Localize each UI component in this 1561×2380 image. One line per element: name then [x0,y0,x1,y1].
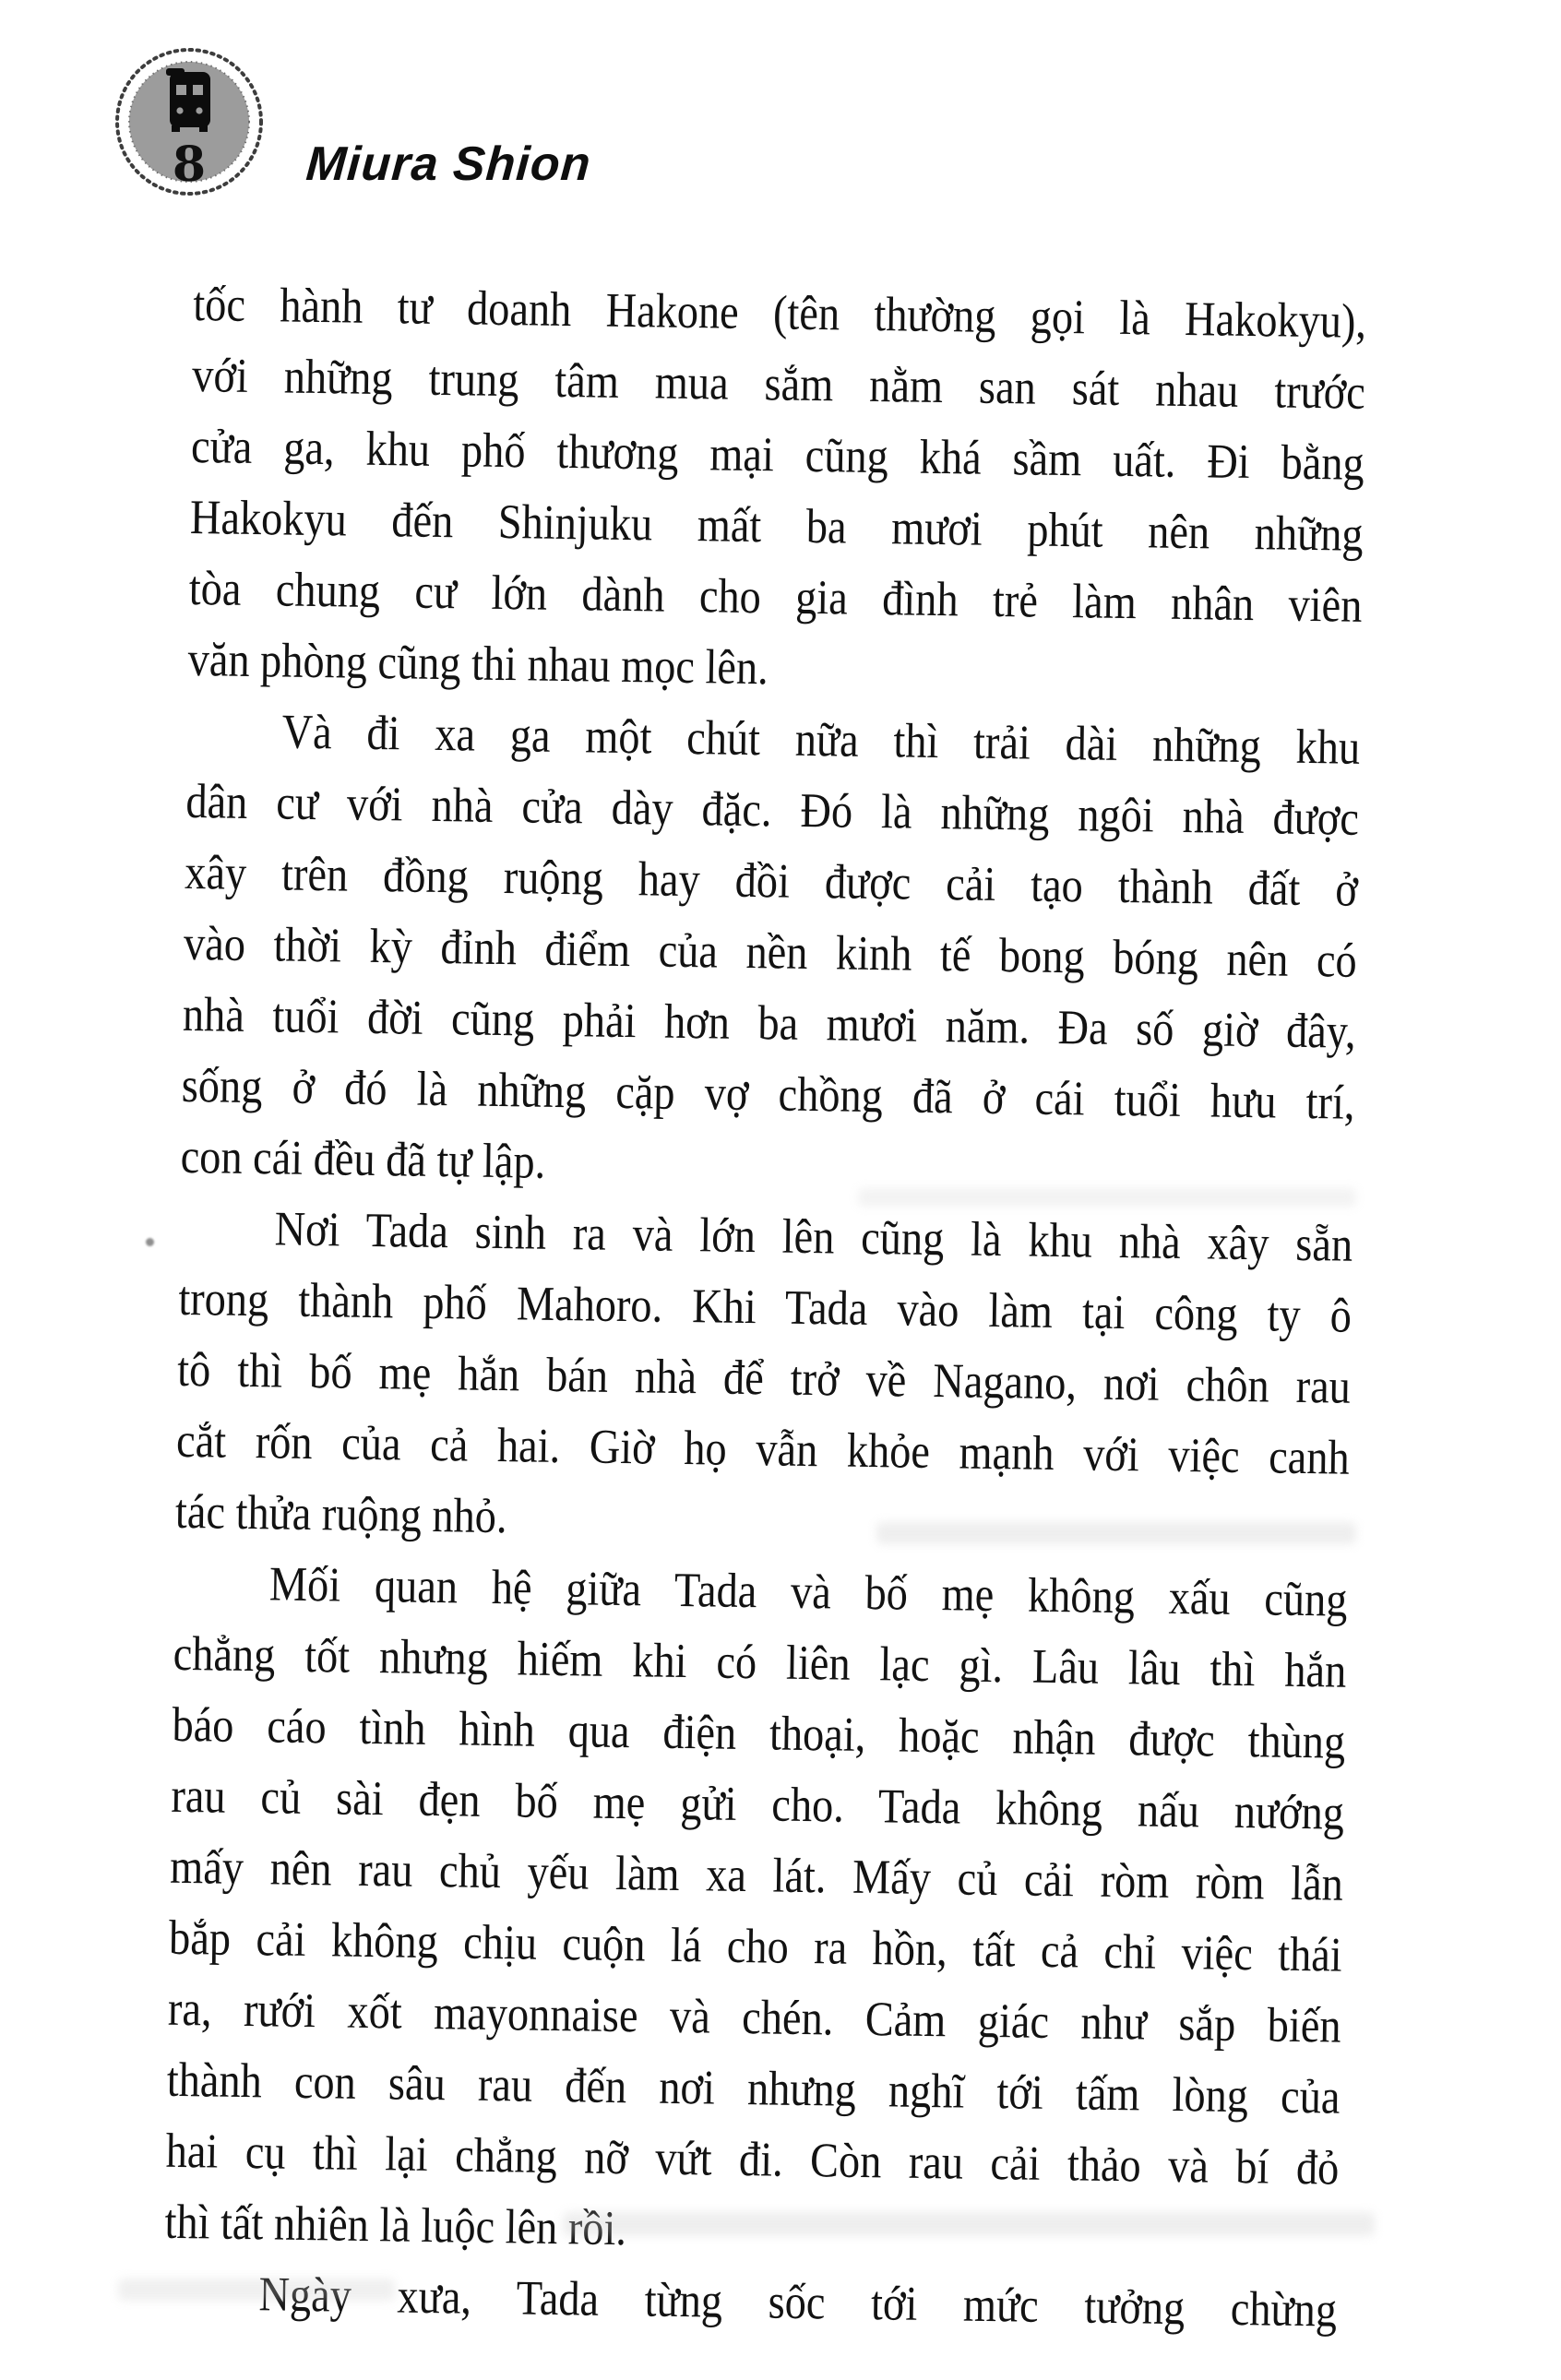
text-line: Nơi Tada sinh ra và lớn lên cũng là khu nhà xây sẵn [274,1202,1353,1272]
text-line: Ngày xưa, Tada từng sốc tới mức tưởng chừng [258,2267,1338,2338]
text-line: tác thửa ruộng nhỏ. [174,1484,507,1544]
text-line: báo cáo tình hình qua điện thoại, hoặc nhận được thùng [172,1697,1346,1769]
text-line: rau củ sài đẹn bố mẹ gửi cho. Tada không nấu nướng [171,1768,1345,1840]
publisher-stamp [113,46,265,197]
text-line: trong thành phố Mahoro. Khi Tada vào làm tại công ty ô [178,1271,1352,1343]
text-line: bắp cải không chịu cuộn lá cho ra hồn, tất cả chỉ việc thái [168,1910,1343,1982]
text-line: cắt rốn của cả hai. Giờ họ vẫn khỏe mạnh với việc canh [175,1413,1351,1485]
text-line: xây trên đồng ruộng hay đồi được cải tạo thành đất ở [184,845,1359,917]
author-name: Miura Shion [304,137,593,191]
scan-ghost-mark [876,1522,1356,1544]
text-line: vào thời kỳ đỉnh điểm của nền kinh tế bong bóng nên có [183,916,1358,988]
text-line: cửa ga, khu phố thương mại cũng khá sầm uất. Đi bằng [190,419,1365,491]
text-line: chẳng tốt nhưng hiếm khi có liên lạc gì. Lâu lâu thì hắn [173,1626,1347,1698]
scan-ghost-mark [118,2279,395,2301]
scan-ghost-mark [563,2212,1375,2236]
text-line: thì tất nhiên là luộc lên rồi. [164,2195,627,2256]
text-line: con cái đều đã tự lập. [180,1129,546,1189]
text-line: Mối quan hệ giữa Tada và bố mẹ không xấu cũng [268,1557,1348,1627]
text-line: nhà tuổi đời cũng phải hơn ba mươi năm. Đa số giờ đây, [182,987,1356,1059]
bus-front-icon [166,68,210,132]
scan-speck [146,1238,154,1246]
stamp-page-number: 8 [172,137,207,193]
text-line: với những trung tâm mua sắm nằm san sát nhau trước [191,348,1366,420]
text-line: Và đi xa ga một chút nữa thì trải dài những khu [281,705,1361,775]
text-line: tòa chung cư lớn dành cho gia đình trẻ làm nhân viên [188,561,1363,633]
text-line: tô thì bố mẹ hắn bán nhà để trở về Nagano, nơi chôn rau [176,1342,1352,1414]
page-header [0,0,1561,221]
text-line: ra, rưới xốt mayonnaise và chén. Cảm giác như sắp biến [167,1981,1341,2053]
scan-ghost-mark [858,1188,1356,1207]
text-line: hai cụ thì lại chẳng nỡ vứt đi. Còn rau cải thảo và bí đỏ [165,2124,1340,2196]
text-line: thành con sâu rau đến nơi nhưng nghĩ tới tấm lòng của [166,2053,1341,2124]
text-line: Hakokyu đến Shinjuku mất ba mươi phút nên những [189,490,1364,562]
body-text [163,269,1367,2347]
text-line: văn phòng cũng thi nhau mọc lên. [187,632,769,696]
text-line: mấy nên rau chủ yếu làm xa lát. Mấy củ cải ròm ròm lẫn [169,1839,1344,1911]
text-line: sống ở đó là những cặp vợ chồng đã ở cái tuổi hưu trí, [181,1058,1355,1130]
text-line: dân cư với nhà cửa dày đặc. Đó là những ngôi nhà được [185,774,1360,846]
text-line: tốc hành tư doanh Hakone (tên thường gọi là Hakokyu), [193,277,1367,349]
